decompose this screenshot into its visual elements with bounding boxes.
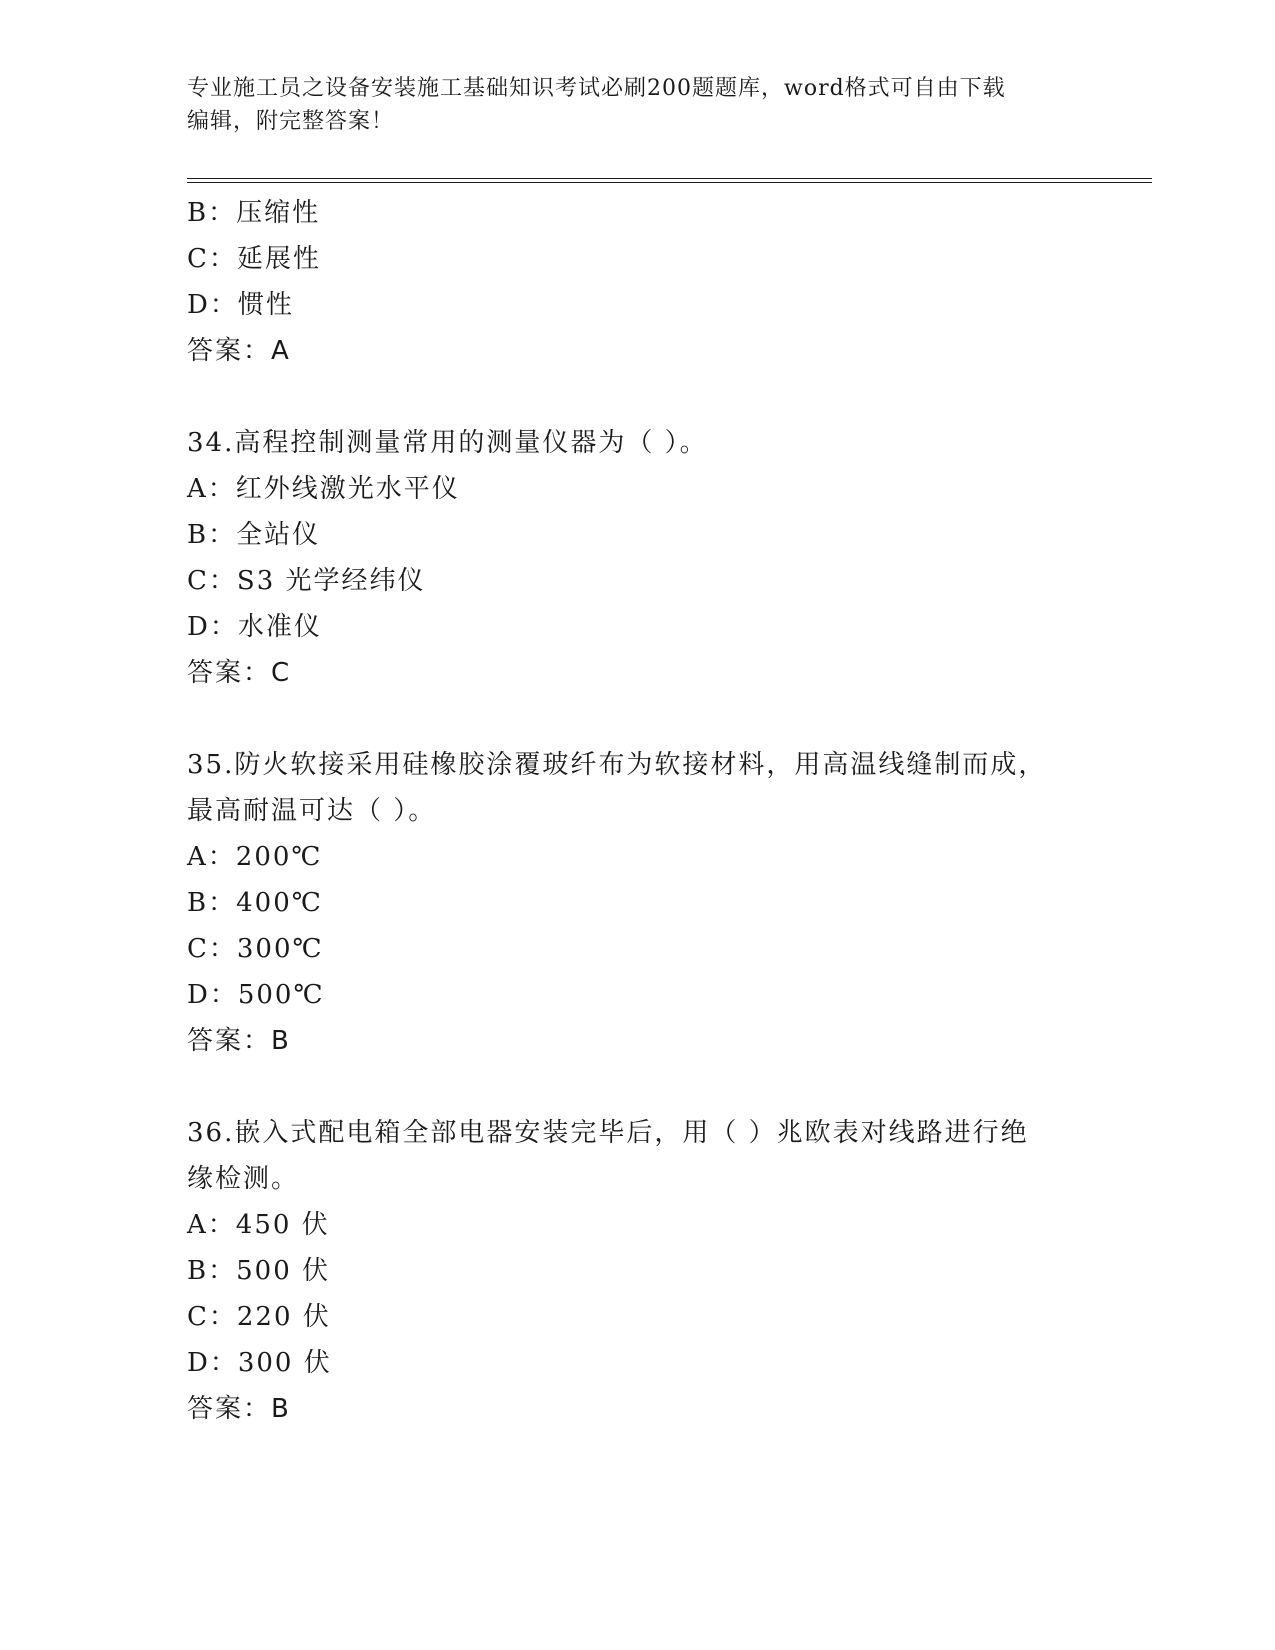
option-d: D：500℃ bbox=[187, 980, 325, 1010]
option-d: D：惯性 bbox=[187, 290, 294, 320]
question-list bbox=[187, 190, 1087, 1432]
question-spacer bbox=[187, 1064, 1087, 1110]
option-a: A：红外线激光水平仪 bbox=[187, 474, 460, 504]
question-text-continued: 缘检测。 bbox=[187, 1164, 300, 1194]
question-35 bbox=[187, 742, 1087, 1064]
header-rule-top bbox=[187, 178, 1152, 179]
option-c: C：300℃ bbox=[187, 934, 324, 964]
option-d: D：300 伏 bbox=[187, 1348, 332, 1378]
question-36 bbox=[187, 1110, 1087, 1432]
option-b: B：400℃ bbox=[187, 888, 323, 918]
option-c: C：220 伏 bbox=[187, 1302, 331, 1332]
question-34 bbox=[187, 420, 1087, 696]
header-rule-bottom bbox=[187, 182, 1152, 183]
document-header bbox=[187, 72, 1067, 138]
question-text: 36.嵌入式配电箱全部电器安装完毕后，用（ ）兆欧表对线路进行绝 bbox=[187, 1118, 1029, 1148]
option-a: A：450 伏 bbox=[187, 1210, 330, 1240]
option-b: B：全站仪 bbox=[187, 520, 321, 550]
header-title-line-2: 编辑，附完整答案！ bbox=[187, 109, 395, 134]
answer-line: 答案：C bbox=[187, 658, 292, 688]
question-33-continued bbox=[187, 190, 1087, 374]
option-d: D：水准仪 bbox=[187, 612, 322, 642]
answer-line: 答案：A bbox=[187, 336, 291, 366]
question-text: 34.高程控制测量常用的测量仪器为（ ）。 bbox=[187, 428, 708, 458]
answer-line: 答案：B bbox=[187, 1394, 291, 1424]
option-b: B：压缩性 bbox=[187, 198, 321, 228]
option-a: A：200℃ bbox=[187, 842, 323, 872]
header-title-line-1: 专业施工员之设备安装施工基础知识考试必刷200题题库，word格式可自由下载 bbox=[187, 76, 1006, 101]
option-b: B：500 伏 bbox=[187, 1256, 330, 1286]
option-c: C：S3 光学经纬仪 bbox=[187, 566, 426, 596]
question-text: 35.防火软接采用硅橡胶涂覆玻纤布为软接材料，用高温线缝制而成， bbox=[187, 750, 1047, 780]
option-c: C：延展性 bbox=[187, 244, 321, 274]
question-spacer bbox=[187, 696, 1087, 742]
question-spacer bbox=[187, 374, 1087, 420]
answer-line: 答案：B bbox=[187, 1026, 291, 1056]
question-text-continued: 最高耐温可达（ ）。 bbox=[187, 796, 437, 826]
